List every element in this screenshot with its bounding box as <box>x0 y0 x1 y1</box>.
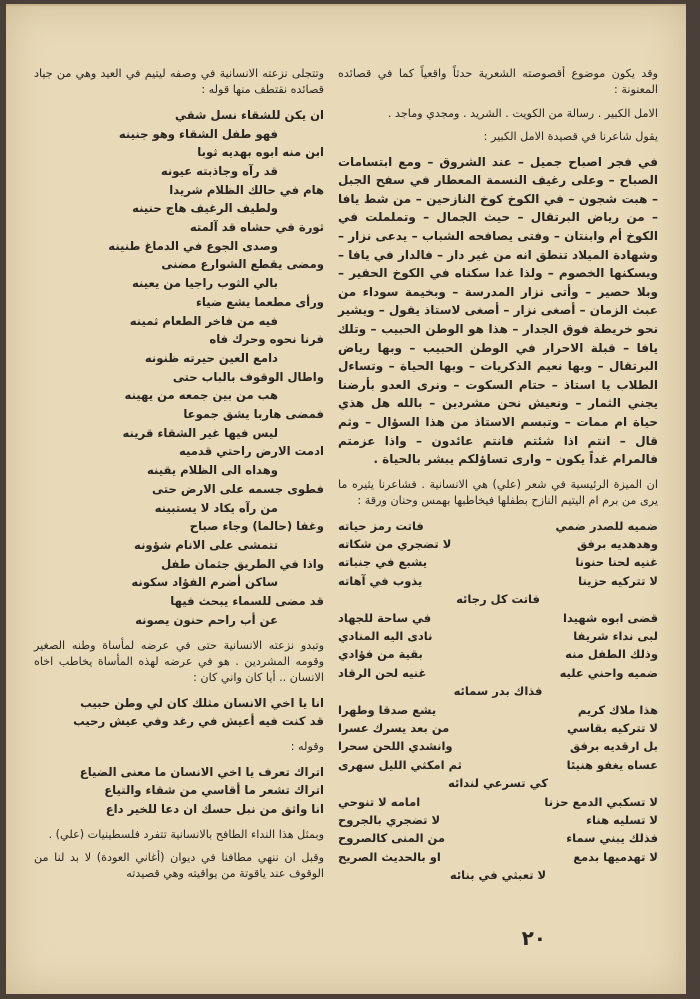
poem-line: قد رآه وجاذبته عيونه <box>160 163 278 178</box>
verse-row: لبى نداء شريفا نادى اليه المنادي <box>338 628 658 643</box>
verse-row: هذا ملاك كريم يشع صدقا وطهرا <box>338 702 658 717</box>
poem-line: فمضى هاربا يشق جموعا <box>183 407 324 422</box>
poem-line: واطال الوقوف بالباب حتى <box>172 369 324 384</box>
verse-refrain: فاتت كل رجائه <box>456 592 540 607</box>
poem-line: دامع العين حيرته ظنونه <box>144 350 278 365</box>
verse-row: لا تتركيه حزينا يذوب في آهاته <box>338 573 658 588</box>
verse-refrain: كي تسرعي لندائه <box>448 776 548 791</box>
poem-line: فهو طفل الشقاء وهو جنينه <box>118 126 278 141</box>
verse-row: قضى ابوه شهيدا في ساحة للجهاد <box>338 610 658 625</box>
lullaby-poem <box>338 517 658 885</box>
poem-line: اتراك تعرف يا اخي الانسان ما معنى الضياع <box>79 764 324 779</box>
left-column <box>34 66 324 890</box>
poem-line: ابن منه ابوه بهديه ثوبا <box>197 145 324 160</box>
poem-line: ادمت الارض راحتي قدميه <box>178 444 324 459</box>
poem-line: انا يا اخي الانسان مثلك كان لي وطن حبيب <box>80 695 324 710</box>
orphan-poem <box>34 106 324 630</box>
poem-line: ساكن أضرم الفؤاد سكونه <box>131 575 278 590</box>
poem-line: عن أب راحم حنون يصونه <box>135 612 278 627</box>
poem-line: فطوى جسمه على الارض حتى <box>152 481 324 496</box>
poem-line: فيه من فاخر الطعام ثمينه <box>129 313 278 328</box>
poem-line: ومضى يقطع الشوارع مضنى <box>161 257 324 272</box>
poem-line: قد كنت فيه أعيش في رغد وفي عيش رحيب <box>73 714 324 729</box>
poem-titles-list: الامل الكبير . رسالة من الكويت . الشريد . ومجدي وماجد . <box>387 106 658 120</box>
poem-line: فرنا نحوه وحرك فاه <box>209 332 324 347</box>
poem-line: ثورة في حشاه قد آلمته <box>189 220 324 235</box>
homeland-paragraph: وتبدو نزعته الانسانية حتى في عرضه لمأساة وطنه الصغير وقومه المشردين . هو في عرضه لهذه المأساة يخاطب اخاه الانسان .. أيا كان واني كان : <box>34 638 324 685</box>
verse-row: لا تسليه هناء لا تضجري بالجروح <box>338 813 658 828</box>
verse-refrain: لا تعبثي في بنائه <box>449 868 547 883</box>
verse-row: ضميه للصدر ضمي فاتت رمز حياته <box>338 518 658 533</box>
poem-line: ولطيف الرغيف هاج حنينه <box>132 201 278 216</box>
verse-row: فذلك يبني سماء من المنى كالصروح <box>338 831 658 846</box>
quote-intro: يقول شاعرنا في قصيدة الامل الكبير : <box>483 130 658 144</box>
poem-line: اتراك تشعر ما أقاسي من شقاء والتياع <box>104 783 324 798</box>
poem-line: وهداه الى الظلام يقينه <box>146 463 278 478</box>
page-number: ٢٠ <box>521 926 546 950</box>
closing-paragraph: وقبل ان ننهي مطافنا في ديوان (أغاني العودة) لا بد لنا من الوقوف عند ياقوتة من يواقيته وهي قصيدته <box>34 851 324 881</box>
amal-kabir-quote: في فجر اصباح جميل – عند الشروق – ومع ابتسامات الصباح – وعلى رغيف النسمة المعطار في سفح الجبل – هبت شجون – في الكوخ كوخ النازحين – من شط يافا – من رياض البرتقال – حيث الجمال – وتململت في الكوخ أم وابنتان – وفتى يصافحه الشباب – يدعى نزار – وشهادة الميلاد تنطق انه من غير دار – فالدار في يافا – ويسكنها الخصوم – ولذا غدا سكناه في الكوخ الحقير – وبلا حصير – وأتى نزار المدرسة – وبخيمة سوداء من عبث الزمان – أصغى نزار – أصغى لاستاذ يقول – ويشير نحو خريطة فوق الجدار – هذا هو الوطن الحبيب – وتلك يافا – قبلة الاحرار في الوطن الحبيب – وبها رياض البرتقال – وبها نعيم الذكريات – وبها الحياة – وتساءل الطلاب يا استاذ – حتام السكوت – ونرى العدو بأرضنا يجني الثمار – ونعيش نحن مشردين – بالله هل هذي حياة ام ممات – وتبسم الاستاذ من هذا السؤال – وثم قال – انتم اذا شئتم فانتم عائدون – واذا عزمتم فالمرام غداً يكون – وارى تساؤلكم يبشر بالحياة . <box>338 154 658 467</box>
right-intro-paragraph: وقد يكون موضوع أقصوصته الشعرية حدثاً واقعياً كما في قصائده المعنونة : <box>338 67 658 97</box>
poem-line: بالي الثوب راجيا من يعينه <box>131 276 278 291</box>
loss-poem <box>34 763 324 819</box>
poem-line: ان يكن للشقاء نسل شقي <box>174 107 324 122</box>
verse-row: ضميه واحني عليه غنيه لحن الرقاد <box>338 665 658 680</box>
palestinian-paragraph: وبمثل هذا النداء الطافح بالانسانية تتفرد فلسطينيات (علي) . <box>48 827 324 841</box>
brother-human-poem <box>34 694 324 731</box>
poem-line: وصدى الجوع في الدماغ طنينه <box>108 238 278 253</box>
poem-line: ليس فيها غير الشقاء قرينه <box>122 425 278 440</box>
book-page <box>6 4 686 994</box>
right-column <box>338 66 658 893</box>
verse-refrain: فذاك بدر سمائه <box>453 684 543 699</box>
humanity-paragraph: ان الميزة الرئيسية في شعر (علي) هي الانسانية . فشاعرنا يثيره ما يرى من برم ام اليتيم النازح بطفلها فيخاطبها بهمس وحنان ورقة : <box>338 477 658 508</box>
poem-line: من رآه يكاد لا يستبينه <box>154 500 278 515</box>
poem-line: واذا في الطريق جثمان طفل <box>161 556 324 571</box>
and-saying-label: وقوله : <box>290 740 324 754</box>
verse-row: لا تسكبي الدمع حزنا امامه لا تنوحي <box>338 794 658 809</box>
page-top-edge <box>6 4 686 6</box>
verse-row: لا تتركيه بقاسي من بعد يسرك عسرا <box>338 721 658 735</box>
poem-line: قد مضى للسماء يبحث فيها <box>170 594 324 609</box>
poem-line: وغفا (حالما) وجاء صباح <box>189 519 324 534</box>
verse-row: عساه يغفو هنيئا ثم امكثي الليل سهرى <box>338 757 658 772</box>
poem-line: انا واثق من نبل حسك ان دعا للخير داع <box>105 801 324 816</box>
verse-row: وهدهديه برفق لا تضجري من شكاته <box>338 536 658 551</box>
poem-line: هام في حالك الظلام شريدا <box>169 182 324 197</box>
poem-line: هب من بين جمعه من يهينه <box>124 388 278 403</box>
poem-line: ورأى مطعما يشع ضياء <box>195 294 324 309</box>
verse-row: وذلك الطفل منه بقية من فؤادي <box>338 647 658 662</box>
verse-row: لا تهدميها بدمع او بالحديث الصريح <box>338 849 658 864</box>
left-intro-paragraph: وتتجلى نزعته الانسانية في وصفه ليتيم في العيد وهي من جياد قصائده نقتطف منها قوله : <box>34 67 324 97</box>
poem-line: تتمشى على الانام شؤونه <box>134 537 278 552</box>
verse-row: بل ارقديه برفق وانشدي اللحن سحرا <box>338 739 658 754</box>
verse-row: غنيه لحنا حنونا يشبع في جنباته <box>338 555 658 570</box>
